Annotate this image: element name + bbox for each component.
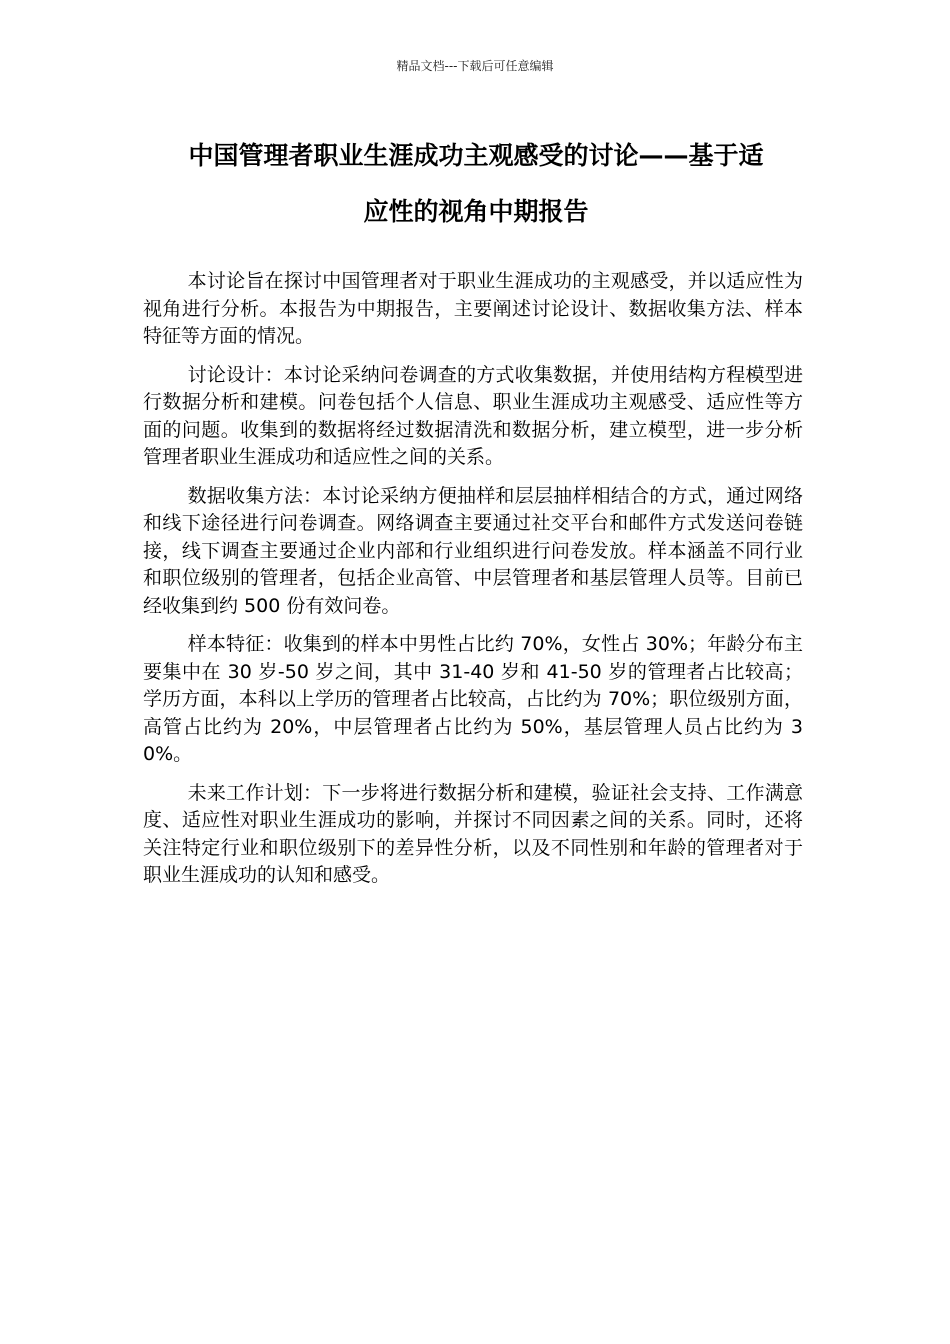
paragraph-research-design: 讨论设计：本讨论采纳问卷调查的方式收集数据，并使用结构方程模型进行数据分析和建模。问卷包括个人信息、职业生涯成功主观感受、适应性等方面的问题。收集到的数据将经过数据清洗和数据分析，建立模型，进一步分析管理者职业生涯成功和适应性之间的关系。 <box>143 363 803 468</box>
document-title <box>140 128 812 240</box>
document-body <box>143 268 803 901</box>
paragraph-introduction: 本讨论旨在探讨中国管理者对于职业生涯成功的主观感受，并以适应性为视角进行分析。本报告为中期报告，主要阐述讨论设计、数据收集方法、样本特征等方面的情况。 <box>143 270 803 347</box>
paragraph-data-collection: 数据收集方法：本讨论采纳方便抽样和层层抽样相结合的方式，通过网络和线下途径进行问卷调查。网络调查主要通过社交平台和邮件方式发送问卷链接，线下调查主要通过企业内部和行业组织进行问卷发放。样本涵盖不同行业和职位级别的管理者，包括企业高管、中层管理者和基层管理人员等。目前已经收集到约 500 份有效问卷。 <box>143 484 803 617</box>
paragraph-future-plan: 未来工作计划：下一步将进行数据分析和建模，验证社会支持、工作满意度、适应性对职业生涯成功的影响，并探讨不同因素之间的关系。同时，还将关注特定行业和职位级别下的差异性分析，以及不同性别和年龄的管理者对于职业生涯成功的认知和感受。 <box>143 781 803 886</box>
document-title-line-1: 中国管理者职业生涯成功主观感受的讨论——基于适 <box>188 141 764 170</box>
page-header: 精品文档---下载后可任意编辑 <box>396 59 554 73</box>
document-title-line-2: 应性的视角中期报告 <box>363 197 589 226</box>
paragraph-sample-characteristics: 样本特征：收集到的样本中男性占比约 70%，女性占 30%；年龄分布主要集中在 30 岁-50 岁之间，其中 31-40 岁和 41-50 岁的管理者占比较高；学历方面，本科以上学历的管理者占比较高，占比约为 70%；职位级别方面，高管占比约为 20%，中层管理者占比约为 50%，基层管理人员占比约为 30%。 <box>143 633 803 765</box>
